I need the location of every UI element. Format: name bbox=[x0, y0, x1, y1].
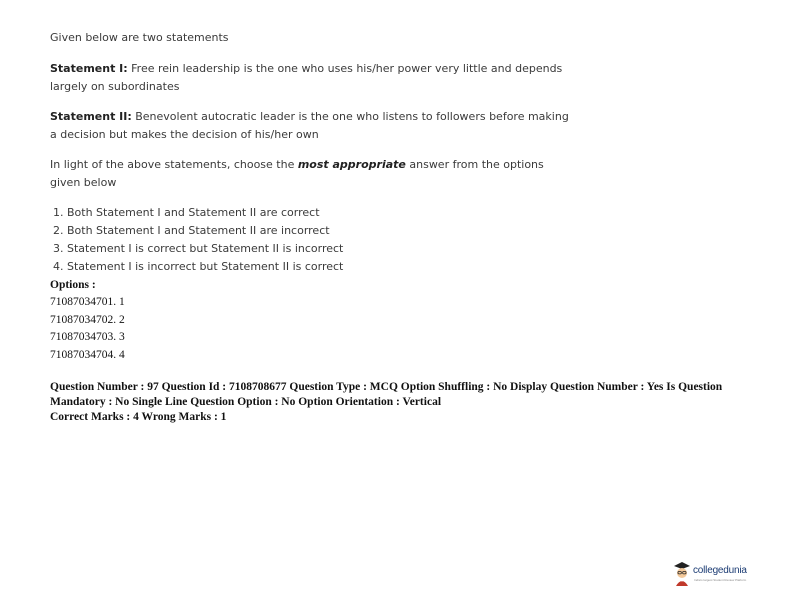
question-intro: Given below are two statements bbox=[50, 31, 229, 44]
option-item: 71087034704. 4 bbox=[50, 348, 125, 361]
instruction-after: answer from the options given below bbox=[50, 158, 544, 189]
metadata-line-2: Correct Marks : 4 Wrong Marks : 1 bbox=[50, 411, 227, 423]
statement-2 bbox=[50, 108, 570, 144]
options-list bbox=[50, 277, 125, 364]
collegedunia-logo bbox=[672, 560, 762, 588]
statement-1 bbox=[50, 60, 570, 96]
answer-choice: 2. Both Statement I and Statement II are incorrect bbox=[53, 224, 330, 237]
question-metadata bbox=[50, 380, 730, 425]
answer-choice: 4. Statement I is incorrect but Statement II is correct bbox=[53, 260, 344, 273]
option-item: 71087034701. 1 bbox=[50, 296, 125, 309]
options-heading: Options : bbox=[50, 279, 96, 291]
answer-choice: 3. Statement I is correct but Statement II is incorrect bbox=[53, 242, 344, 255]
logo-tagline: India's largest Student Review Platform bbox=[694, 578, 747, 582]
instruction-emphasis: most appropriate bbox=[297, 158, 406, 171]
statement-1-label: Statement I: bbox=[50, 62, 128, 75]
statement-1-text: Free rein leadership is the one who uses his/her power very little and depends largely on subordinates bbox=[50, 62, 563, 93]
metadata-line-1: Question Number : 97 Question Id : 7108708677 Question Type : MCQ Option Shuffling : No Display Question Number : Yes Is Question Mandatory : No Single Line Question Option : No Option Orientation : Vertical bbox=[50, 381, 723, 408]
instruction-before: In light of the above statements, choose the bbox=[50, 158, 298, 171]
option-item: 71087034703. 3 bbox=[50, 331, 125, 344]
option-item: 71087034702. 2 bbox=[50, 313, 125, 326]
answer-choice: 1. Both Statement I and Statement II are correct bbox=[53, 206, 320, 219]
statement-2-label: Statement II: bbox=[50, 110, 132, 123]
statement-2-text: Benevolent autocratic leader is the one who listens to followers before making a decision but makes the decision of his/her own bbox=[50, 110, 569, 141]
student-mascot-icon bbox=[672, 560, 692, 586]
answer-choices bbox=[53, 204, 343, 276]
logo-text: collegedunia bbox=[693, 565, 747, 576]
question-instruction bbox=[50, 156, 570, 192]
